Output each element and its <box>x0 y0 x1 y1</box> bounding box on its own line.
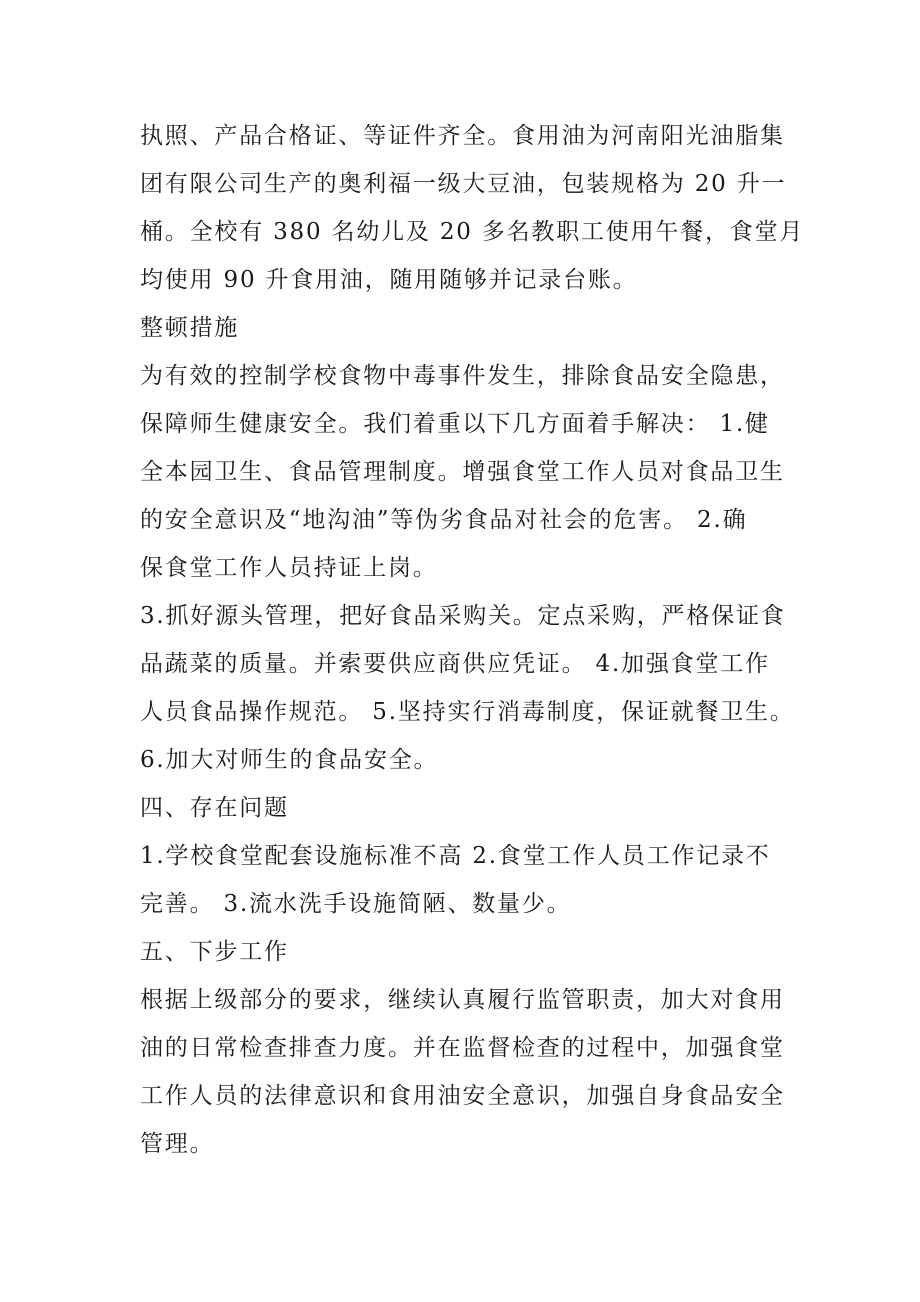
paragraph-problems <box>140 832 800 928</box>
text-line: 均使用 90 升食用油，随用随够并记录台账。 <box>140 267 638 293</box>
text-line: 油的日常检查排查力度。并在监督检查的过程中，加强食堂 <box>140 1035 785 1061</box>
text-line: 保障师生健康安全。我们着重以下几方面着手解决： 1.健 <box>140 411 770 437</box>
text-line: 团有限公司生产的奥利福一级大豆油，包装规格为 20 升一 <box>140 171 787 197</box>
text-line: 执照、产品合格证、等证件齐全。食用油为河南阳光油脂集 <box>140 123 785 149</box>
paragraph-measures-continued <box>140 592 800 784</box>
paragraph-measures <box>140 352 800 592</box>
text-line: 管理。 <box>140 1131 215 1157</box>
text-line: 保食堂工作人员持证上岗。 <box>140 555 438 581</box>
section-heading-next-steps: 五、下步工作 <box>140 939 289 965</box>
text-line: 为有效的控制学校食物中毒事件发生，排除食品安全隐患， <box>140 363 785 389</box>
text-line: 人员食品操作规范。 5.坚持实行消毒制度，保证就餐卫生。 <box>140 699 795 725</box>
text-line: 1.学校食堂配套设施标准不高 2.食堂工作人员工作记录不 <box>140 843 771 869</box>
text-line: 3.抓好源头管理，把好食品采购关。定点采购，严格保证食 <box>140 603 786 629</box>
text-line: 完善。 3.流水洗手设施简陋、数量少。 <box>140 891 572 917</box>
paragraph-intro <box>140 112 805 304</box>
paragraph-next-steps <box>140 976 800 1168</box>
section-heading-problems: 四、存在问题 <box>140 795 289 821</box>
section-heading-rectification: 整顿措施 <box>140 315 240 341</box>
text-line: 桶。全校有 380 名幼儿及 20 多名教职工使用午餐，食堂月 <box>140 219 805 245</box>
text-line: 的安全意识及“地沟油”等伪劣食品对社会的危害。 2.确 <box>140 507 748 533</box>
document-body <box>140 112 805 1168</box>
text-line: 根据上级部分的要求，继续认真履行监管职责，加大对食用 <box>140 987 785 1013</box>
text-line: 品蔬菜的质量。并索要供应商供应凭证。 4.加强食堂工作 <box>140 651 770 677</box>
text-line: 6.加大对师生的食品安全。 <box>140 747 439 773</box>
text-line: 全本园卫生、食品管理制度。增强食堂工作人员对食品卫生 <box>140 459 785 485</box>
text-line: 工作人员的法律意识和食用油安全意识，加强自身食品安全 <box>140 1083 785 1109</box>
